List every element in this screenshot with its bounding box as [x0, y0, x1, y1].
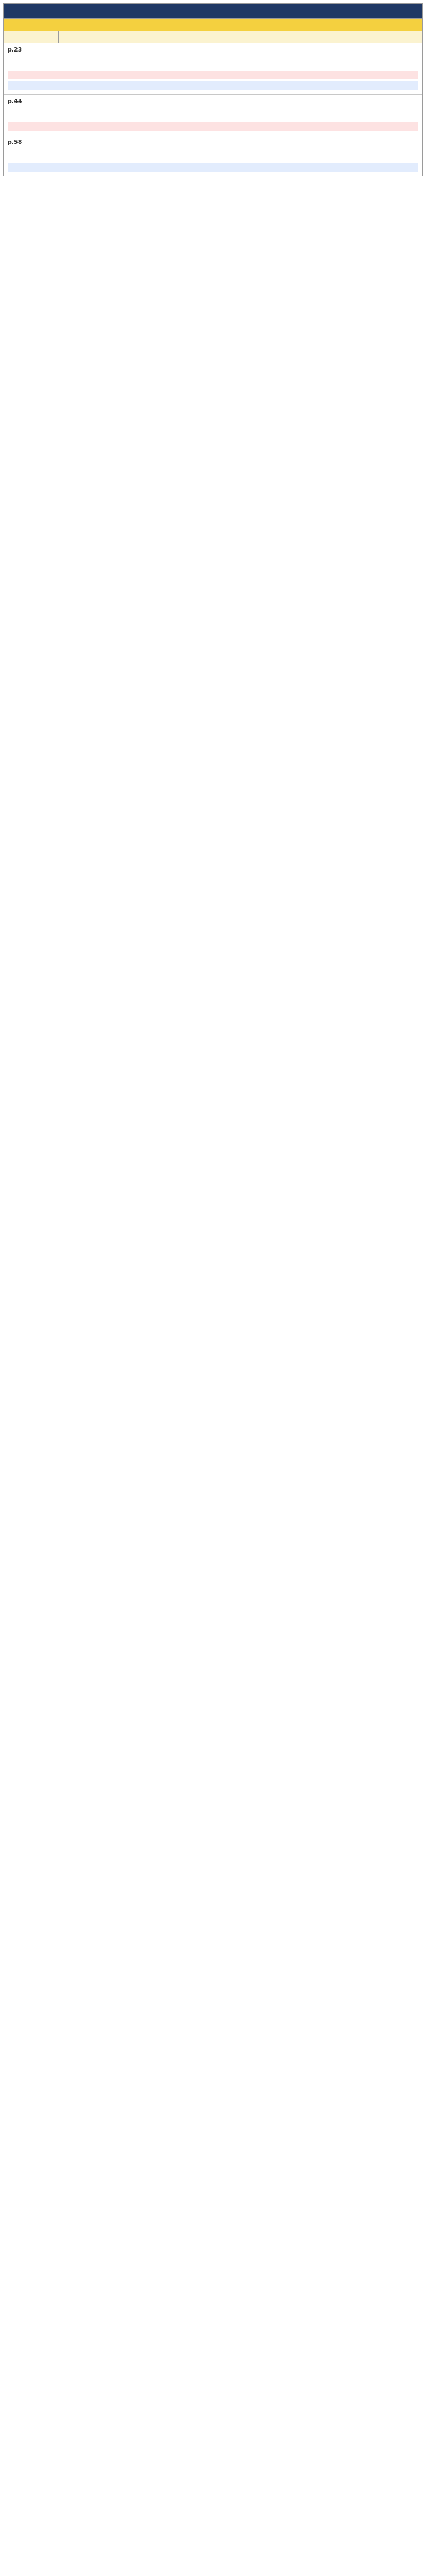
document-title — [4, 4, 422, 18]
document — [3, 3, 423, 176]
entry-body — [8, 62, 418, 69]
entry-title — [8, 146, 418, 153]
entry-title — [8, 106, 418, 112]
entry — [4, 43, 422, 94]
sections-container — [4, 18, 422, 176]
entry-title — [8, 54, 418, 61]
entry-page-number: p.44 — [8, 98, 22, 105]
entry-body — [8, 113, 418, 120]
annotation-line — [8, 122, 418, 131]
keyword-row — [4, 31, 422, 43]
entry-page-number: p.58 — [8, 139, 22, 145]
section-header — [4, 18, 422, 31]
annotation-line — [8, 81, 418, 90]
entry-body — [8, 154, 418, 161]
annotation-line — [8, 71, 418, 79]
entry — [4, 94, 422, 135]
entry — [4, 135, 422, 176]
entry-page-number: p.23 — [8, 46, 22, 53]
annotation-line — [8, 163, 418, 172]
keyword-label — [4, 31, 59, 43]
keyword-value — [59, 31, 422, 43]
